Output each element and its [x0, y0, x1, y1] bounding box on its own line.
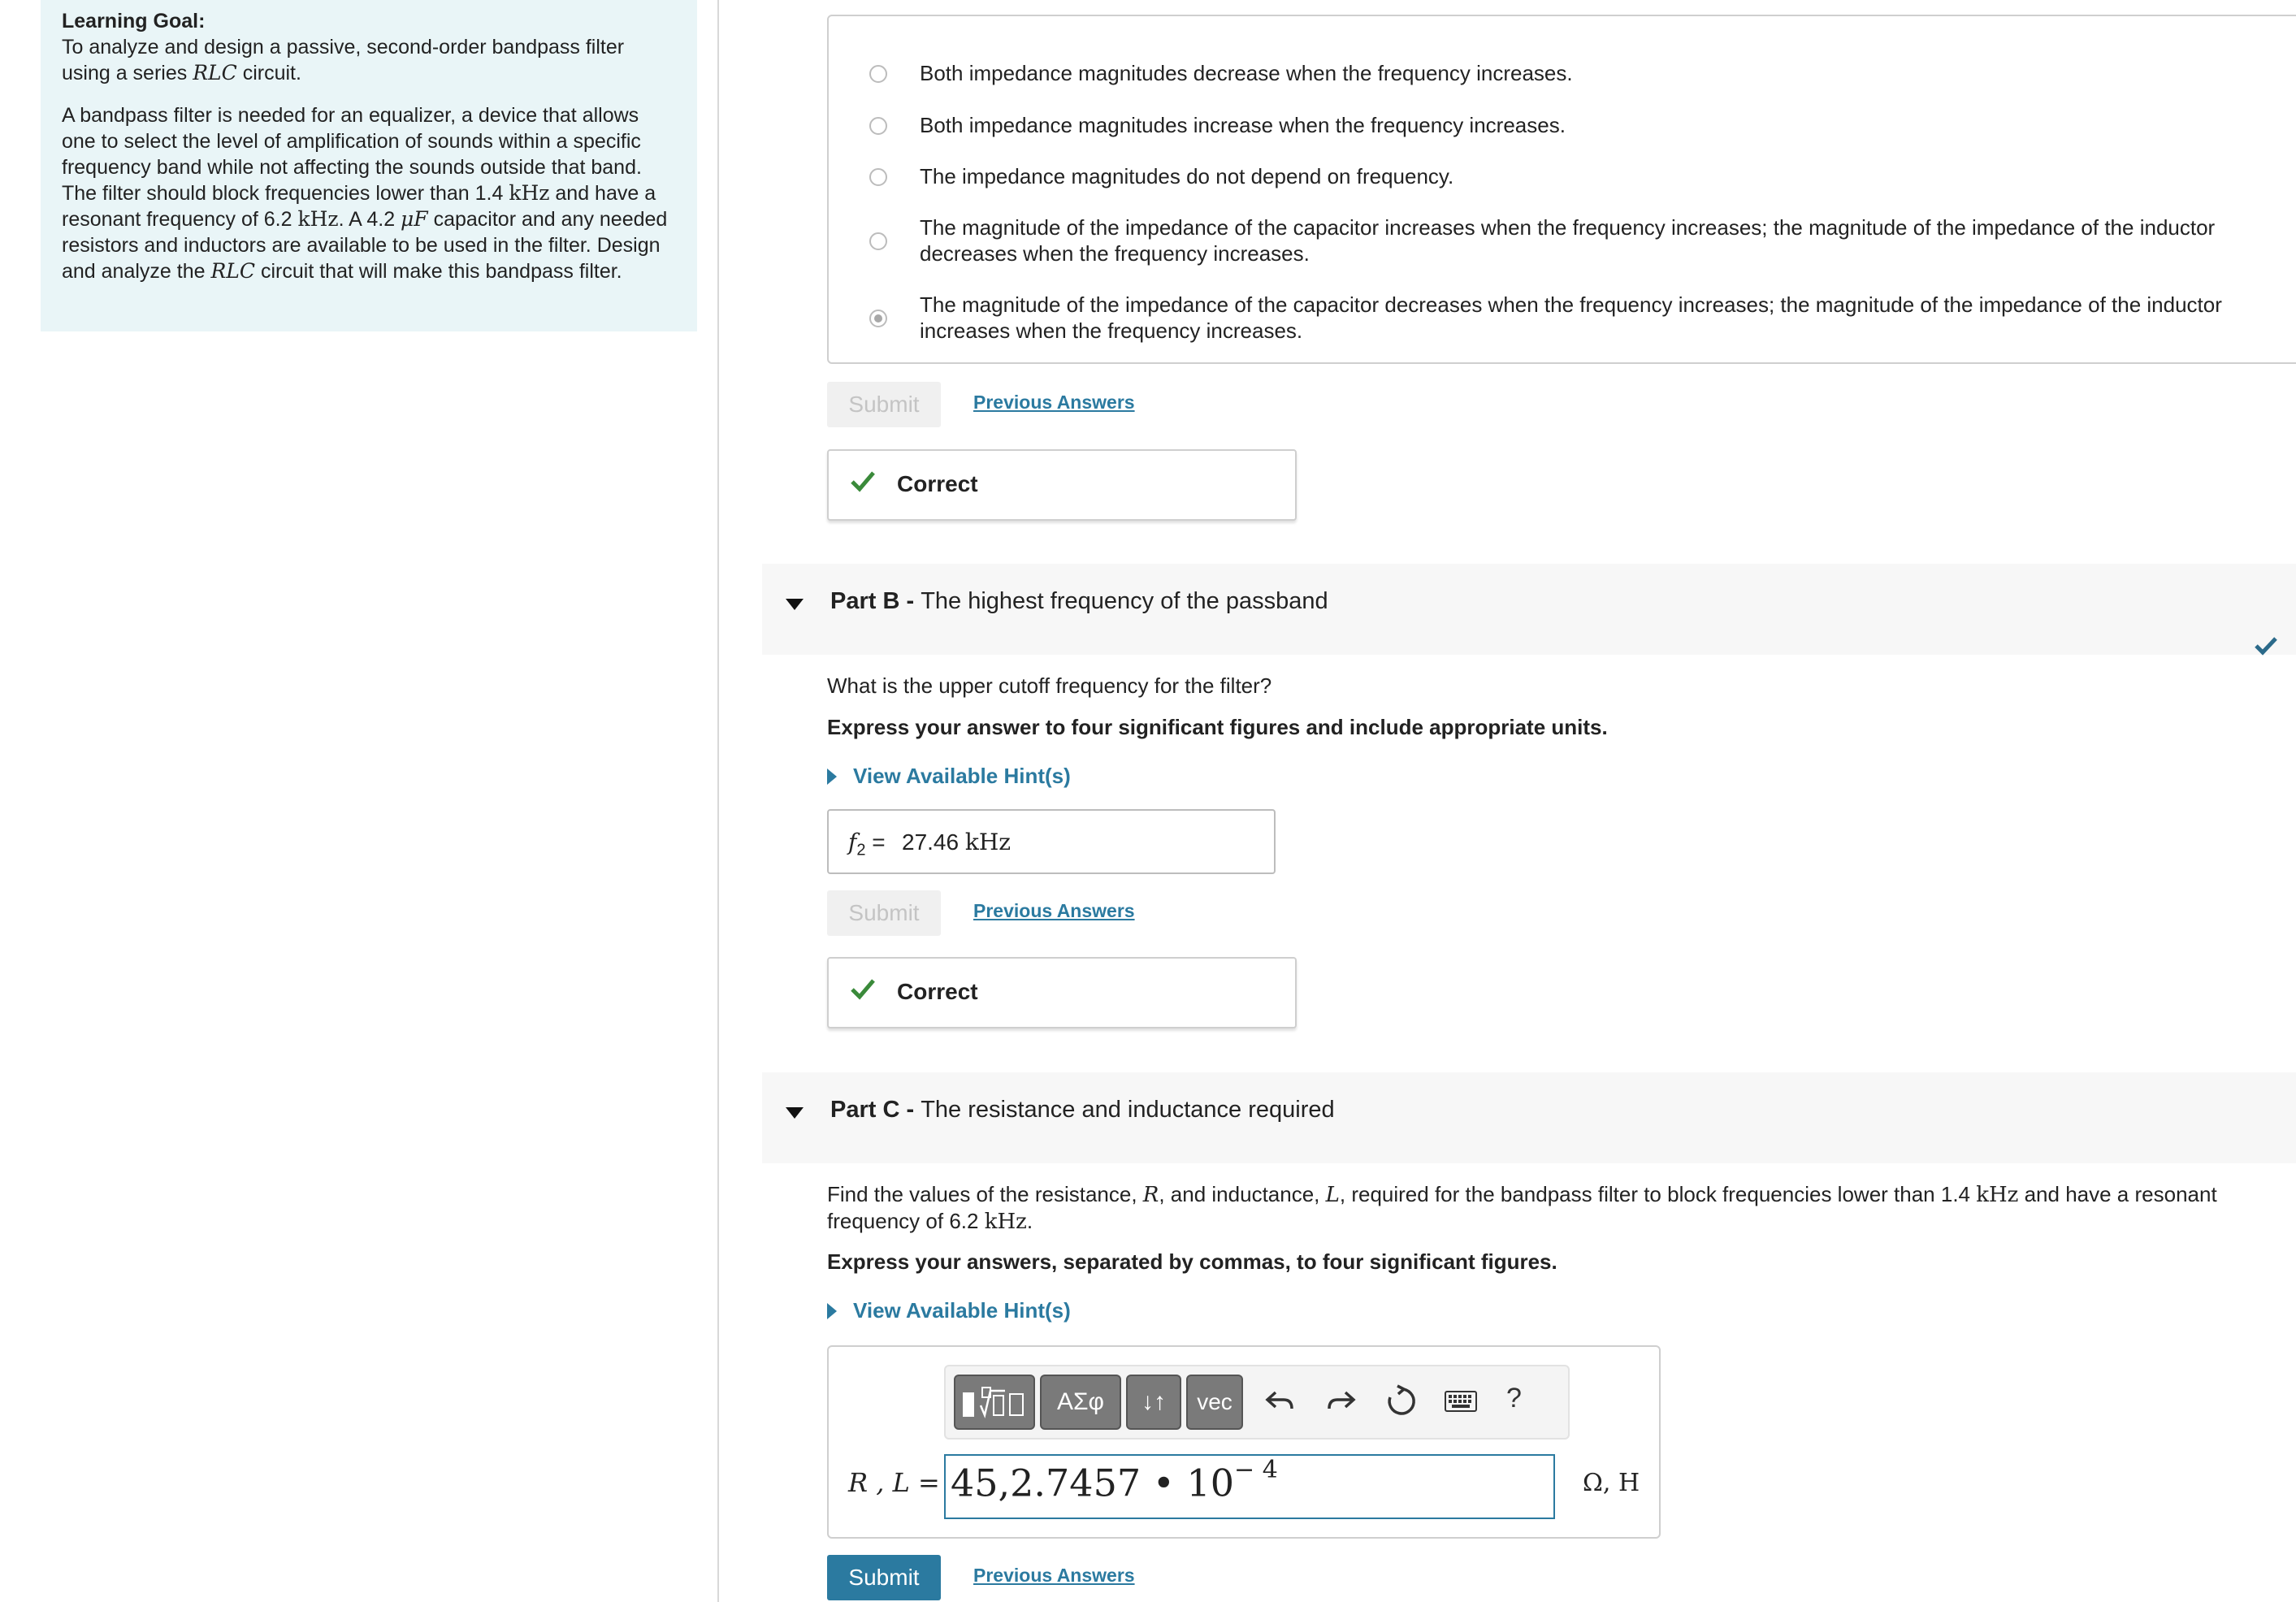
part-b-submit-button[interactable]: Submit: [827, 890, 941, 936]
choice-label: The magnitude of the impedance of the capacitor increases when the frequency increases; the magnitude of the impedance of the inductor decreases when the frequency increases.: [920, 215, 2216, 266]
keyboard-icon[interactable]: [1445, 1391, 1477, 1412]
choice-label: The impedance magnitudes do not depend on frequency.: [920, 164, 1454, 188]
vector-button[interactable]: vec: [1186, 1375, 1243, 1430]
part-c-instruction: Express your answers, separated by commas, to four significant figures.: [827, 1249, 1557, 1274]
part-c-title: Part C - The resistance and inductance required: [830, 1097, 1335, 1123]
part-b-hint-toggle[interactable]: View Available Hint(s): [827, 764, 1071, 789]
part-b-title: Part B - The highest frequency of the passband: [830, 588, 1328, 614]
subscript-superscript-button[interactable]: ↓↑: [1126, 1375, 1181, 1430]
checkmark-icon: [850, 469, 876, 493]
part-c-previous-answers-link[interactable]: Previous Answers: [973, 1565, 1135, 1586]
part-c-answer-editor: [827, 1345, 1661, 1539]
problem-description: A bandpass filter is needed for an equalizer, a device that allows one to select the level of amplification of sounds within a specific frequency band while not affecting the sounds outside that band. The filter should block frequencies lower than 1.4 kHz and have a resonant frequency of 6.2 kHz. A 4.2 μF capacitor and any needed resistors and inductors are available to be used in the filter. Design and analyze the RLC circuit that will make this bandpass filter.: [62, 104, 668, 283]
choice-label: The magnitude of the impedance of the capacitor decreases when the frequency increases; the magnitude of the impedance of the inductor increases when the frequency increases.: [920, 292, 2222, 343]
radio-button[interactable]: [869, 65, 887, 83]
part-a-correct-feedback: [827, 449, 1297, 521]
part-b-instruction: Express your answer to four significant figures and include appropriate units.: [827, 715, 1608, 739]
part-c-hint-toggle[interactable]: View Available Hint(s): [827, 1298, 1071, 1323]
learning-goal-label: Learning Goal:: [62, 10, 206, 32]
part-a-previous-answers-link[interactable]: Previous Answers: [973, 392, 1135, 413]
choice-label: Both impedance magnitudes increase when the frequency increases.: [920, 113, 1566, 137]
caret-right-icon: [827, 769, 837, 785]
radio-button[interactable]: [869, 117, 887, 135]
part-c-submit-button[interactable]: Submit: [827, 1555, 941, 1600]
part-c-question: Find the values of the resistance, R, and inductance, L, required for the bandpass filter to block frequencies lower than 1.4 kHz and have a resonant frequency of 6.2 kHz.: [827, 1182, 2217, 1234]
radio-button-selected[interactable]: [869, 310, 887, 327]
templates-button[interactable]: [954, 1375, 1035, 1430]
panel-divider: [717, 0, 719, 1602]
caret-down-icon[interactable]: [785, 1106, 804, 1119]
part-c-header[interactable]: [762, 1072, 2296, 1163]
radio-button[interactable]: [869, 232, 887, 250]
help-icon[interactable]: ?: [1506, 1383, 1522, 1414]
part-b-question: What is the upper cutoff frequency for the filter?: [827, 673, 1272, 698]
math-answer-input[interactable]: 45,2.7457 • $10^{- 4}$: [944, 1454, 1555, 1519]
part-b-answer-field[interactable]: [827, 809, 1276, 874]
checkmark-icon: [850, 976, 876, 1001]
caret-right-icon: [827, 1303, 837, 1319]
part-b-correct-feedback: [827, 957, 1297, 1028]
redo-icon[interactable]: [1324, 1384, 1357, 1417]
choice-label: Both impedance magnitudes decrease when the frequency increases.: [920, 61, 1573, 85]
math-toolbar: [944, 1365, 1570, 1440]
answer-units: Ω, H: [1583, 1469, 1640, 1497]
caret-down-icon[interactable]: [785, 598, 804, 611]
greek-symbols-button[interactable]: ΑΣφ: [1040, 1375, 1121, 1430]
reset-icon[interactable]: [1384, 1384, 1419, 1418]
learning-goal-text: To analyze and design a passive, second-order bandpass filter using a series RLC circuit.: [62, 36, 625, 84]
correct-label: Correct: [897, 979, 978, 1004]
answer-variable: $f_2$ =: [848, 829, 886, 859]
undo-icon[interactable]: [1264, 1384, 1297, 1417]
part-b-previous-answers-link[interactable]: Previous Answers: [973, 900, 1135, 921]
radio-button[interactable]: [869, 168, 887, 186]
learning-goal-panel: [41, 0, 697, 331]
part-b-complete-check-icon: [2254, 635, 2278, 656]
answer-value: 27.46 kHz: [902, 829, 1011, 855]
templates-icon: [958, 1381, 1031, 1427]
part-a-choices: [827, 15, 2296, 364]
correct-label: Correct: [897, 471, 978, 496]
part-a-submit-button[interactable]: Submit: [827, 382, 941, 427]
answer-label: R , L =: [848, 1467, 940, 1498]
part-b-header[interactable]: [762, 564, 2296, 655]
